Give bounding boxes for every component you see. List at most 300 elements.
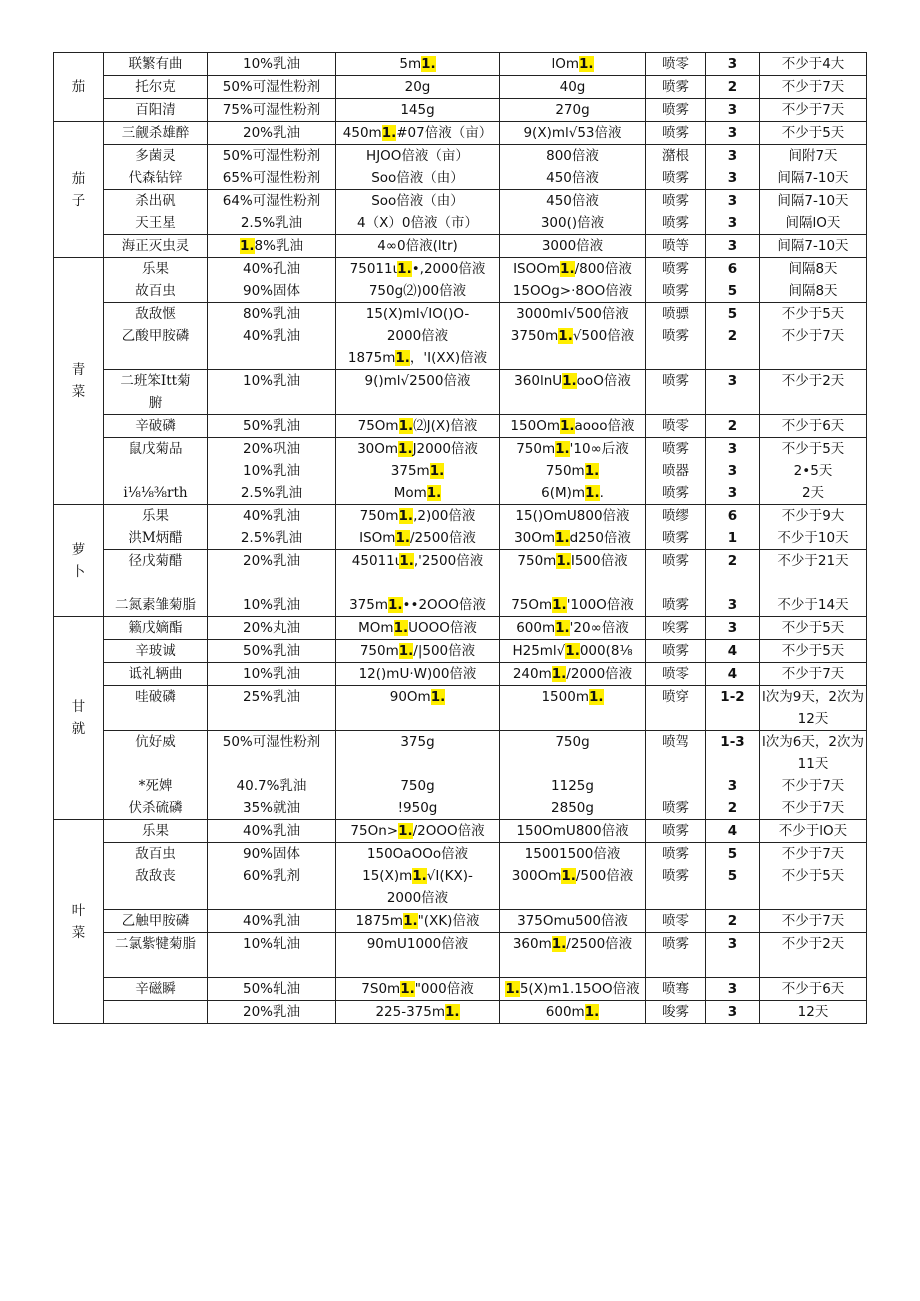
dosage-max [500, 53, 646, 76]
dosage-max-line: 360lnU1.ooO倍液 [514, 373, 631, 389]
application-method-line: 喷雾 [662, 936, 689, 952]
dosage-max-line: 75Om1.'100O倍液 [511, 597, 634, 613]
formulation-line: 1.8%乳油 [240, 238, 303, 254]
application-method-line: 喷雾 [662, 553, 689, 569]
table-row [54, 190, 867, 235]
formulation [208, 122, 336, 145]
safety-interval-line: 不少于6天 [781, 418, 845, 434]
application-method-line: 喷雾 [662, 868, 689, 884]
application-method [646, 550, 706, 617]
application-method [646, 978, 706, 1001]
pest-name-line: 二氮素雏菊脂 [115, 597, 196, 613]
application-method-line: 喷驾 [662, 734, 689, 750]
formulation-line: 40%乳油 [242, 913, 300, 929]
crop-name [54, 617, 104, 820]
dosage-max-line: 9(X)ml√53倍液 [523, 125, 622, 141]
formulation [208, 370, 336, 415]
safety-interval-line: 2•5天 [793, 463, 833, 479]
safety-interval-line: 不少于21天 [777, 553, 849, 569]
application-method [646, 438, 706, 505]
application-times-line: 4 [727, 823, 738, 839]
pest-name [104, 235, 208, 258]
crop-char: 萝 [71, 541, 86, 558]
safety-interval [760, 370, 867, 415]
formulation [208, 933, 336, 978]
application-times-line: 4 [727, 643, 738, 659]
application-times [706, 910, 760, 933]
pest-name [104, 843, 208, 910]
crop-name [54, 258, 104, 505]
formulation-line: 90%固体 [242, 283, 300, 299]
safety-interval-line: l次为6天，2次为 [762, 734, 864, 750]
safety-interval [760, 99, 867, 122]
application-times-line: 4 [727, 666, 738, 682]
application-method [646, 370, 706, 415]
crop-char: 菜 [71, 924, 86, 941]
application-times-line: 5 [727, 846, 738, 862]
pest-name [104, 438, 208, 505]
pest-name [104, 933, 208, 978]
blank-line [648, 887, 703, 909]
blank-line [106, 955, 205, 977]
formulation-line: 50%可湿性粉剂 [222, 734, 321, 750]
dosage-per-mu-line: !950g [397, 800, 438, 816]
dosage-per-mu [336, 978, 500, 1001]
pest-name-line: 敌敌惬 [135, 306, 176, 322]
dosage-max-line: 800倍液 [546, 148, 599, 164]
dosage-per-mu [336, 663, 500, 686]
pest-name [104, 910, 208, 933]
safety-interval-line: 间隔lO天 [785, 215, 841, 231]
pest-name-line: 乐果 [142, 261, 169, 277]
dosage-max-line: 750m1.I500倍液 [517, 553, 628, 569]
application-method-line: 喷零 [662, 418, 689, 434]
formulation-line: 2.5%乳油 [240, 215, 303, 231]
pest-name-line: 伏杀硫磷 [128, 800, 183, 816]
dosage-max-line [502, 753, 643, 775]
blank-line [502, 955, 643, 977]
pest-name-line: 腑 [148, 395, 163, 411]
formulation [208, 731, 336, 820]
application-times [706, 303, 760, 370]
blank-line [762, 955, 864, 977]
application-method-line [648, 775, 703, 797]
formulation [208, 910, 336, 933]
dosage-per-mu [336, 235, 500, 258]
blank-line [502, 347, 643, 369]
dosage-per-mu [336, 640, 500, 663]
pest-name-line: 哇破磷 [135, 689, 176, 705]
safety-interval [760, 190, 867, 235]
dosage-max-line: 15001500倍液 [524, 846, 621, 862]
safety-interval-line: 不少于5天 [781, 868, 845, 884]
safety-interval-line: 不少于7天 [781, 79, 845, 95]
application-method-line: 喷等 [662, 238, 689, 254]
dosage-per-mu [336, 303, 500, 370]
formulation [208, 820, 336, 843]
application-times [706, 640, 760, 663]
safety-interval [760, 978, 867, 1001]
formulation-line: 10%乳油 [242, 597, 300, 613]
pest-name-line: 天王星 [135, 215, 176, 231]
table-row [54, 145, 867, 190]
formulation-line: 90%固体 [242, 846, 300, 862]
formulation-line: 40%乳油 [242, 823, 300, 839]
pest-name [104, 370, 208, 415]
pest-name-line: 海正灭虫灵 [121, 238, 190, 254]
formulation [208, 640, 336, 663]
pest-name-line: 诋礼辆曲 [128, 666, 183, 682]
crop-char: 叶 [71, 902, 86, 919]
dosage-per-mu-line: 15(X)m1.√I(KX)- [362, 868, 473, 884]
safety-interval [760, 1001, 867, 1024]
table-row [54, 1001, 867, 1024]
pest-name [104, 663, 208, 686]
dosage-max [500, 438, 646, 505]
application-method-line [648, 753, 703, 775]
dosage-per-mu-line: 7S0m1."000倍液 [361, 981, 474, 997]
formulation [208, 550, 336, 617]
blank-line [338, 392, 497, 414]
application-method-line: 喷雾 [662, 441, 689, 457]
formulation-line: 10%乳油 [242, 56, 300, 72]
pest-name-line [106, 572, 205, 594]
pest-name-line: 托尔克 [135, 79, 176, 95]
blank-line [106, 347, 205, 369]
dosage-per-mu [336, 505, 500, 550]
safety-interval-line: 不少于2天 [781, 936, 845, 952]
dosage-per-mu [336, 731, 500, 820]
application-method-line: 喷雾 [662, 125, 689, 141]
dosage-max [500, 370, 646, 415]
application-times-line: 3 [727, 778, 738, 794]
application-times [706, 933, 760, 978]
dosage-max [500, 978, 646, 1001]
application-method [646, 145, 706, 190]
dosage-per-mu-line: 75On>1./2OOO倍液 [350, 823, 485, 839]
dosage-max [500, 617, 646, 640]
formulation-line: 10%乳油 [242, 373, 300, 389]
application-method-line: 喷雾 [662, 170, 689, 186]
formulation-line: 20%乳油 [242, 1004, 300, 1020]
application-method [646, 843, 706, 910]
crop-name [54, 820, 104, 1024]
pest-name-line: 径戊菊醋 [128, 553, 183, 569]
dosage-per-mu-line: 30Om1.J2000倍液 [357, 441, 478, 457]
application-times [706, 122, 760, 145]
pest-name-line: 籁戊嫡酯 [128, 620, 183, 636]
pest-name-line: 百阳清 [135, 102, 176, 118]
dosage-max [500, 910, 646, 933]
table-row [54, 843, 867, 910]
table-row [54, 258, 867, 303]
application-times-line: 3 [727, 125, 738, 141]
dosage-max-line [502, 572, 643, 594]
dosage-per-mu-line: 1875m1."(XK)倍液 [355, 913, 480, 929]
application-times-line: 2 [727, 800, 738, 816]
dosage-per-mu-line: 1875m1.，'I(XX)倍液 [347, 350, 488, 366]
pest-name-line: 辛玻诚 [135, 643, 176, 659]
blank-line [338, 955, 497, 977]
dosage-max-line: 15()OmU800倍液 [515, 508, 630, 524]
formulation-line: 2.5%乳油 [240, 530, 303, 546]
crop-char: 菜 [71, 384, 86, 400]
blank-line [106, 708, 205, 730]
application-method [646, 820, 706, 843]
pest-name [104, 731, 208, 820]
dosage-per-mu [336, 910, 500, 933]
formulation-line: 75%可湿性粉剂 [222, 102, 321, 118]
application-times-line: 3 [727, 597, 738, 613]
application-times-line: 2 [727, 328, 738, 344]
dosage-per-mu-line: 20g [404, 79, 431, 95]
dosage-max [500, 820, 646, 843]
formulation-line: 50%乳油 [242, 418, 300, 434]
dosage-per-mu-line: 2000倍液 [386, 890, 449, 906]
application-times-line: 2 [727, 79, 738, 95]
application-method [646, 53, 706, 76]
pest-name-line: 鼠戊菊品 [128, 441, 183, 457]
formulation [208, 843, 336, 910]
application-method [646, 76, 706, 99]
safety-interval-line: 不少于7天 [781, 846, 845, 862]
application-method-line: 喷缪 [662, 508, 689, 524]
table-row [54, 76, 867, 99]
safety-interval-line: 间隔8天 [788, 261, 838, 277]
formulation [208, 1001, 336, 1024]
dosage-max-line: 1125g [551, 778, 594, 794]
table-row [54, 505, 867, 550]
application-method [646, 686, 706, 731]
pest-name-line: 联繁有曲 [128, 56, 183, 72]
safety-interval-line: 不少于7天 [781, 328, 845, 344]
crop-char: 就 [71, 721, 86, 737]
dosage-max [500, 99, 646, 122]
dosage-per-mu-line [338, 572, 497, 594]
safety-interval-line: 2天 [801, 485, 825, 501]
crop-char: 茄 [71, 170, 86, 187]
dosage-per-mu-line: ISOm1./2500倍液 [359, 530, 476, 546]
application-method-line: 喷雾 [662, 79, 689, 95]
dosage-per-mu [336, 258, 500, 303]
application-times-line: 3 [727, 936, 738, 952]
application-method [646, 933, 706, 978]
safety-interval-line: 不少于5天 [781, 441, 845, 457]
application-times-line [708, 753, 757, 775]
table-row [54, 731, 867, 820]
safety-interval [760, 303, 867, 370]
crop-char: 子 [71, 192, 86, 209]
application-method-line: 喷雾 [662, 193, 689, 209]
formulation-line: 10%轧油 [242, 936, 300, 952]
safety-interval [760, 438, 867, 505]
application-times-line: 5 [727, 306, 738, 322]
crop-char: 青 [71, 362, 86, 378]
dosage-per-mu-line: 90mU1000倍液 [366, 936, 469, 952]
crop-name [54, 53, 104, 122]
table-row [54, 686, 867, 731]
pest-name [104, 686, 208, 731]
dosage-per-mu-line: 750m1.,2)00倍液 [359, 508, 476, 524]
dosage-max [500, 145, 646, 190]
formulation-line: 50%轧油 [242, 981, 300, 997]
dosage-per-mu [336, 550, 500, 617]
dosage-per-mu [336, 1001, 500, 1024]
formulation-line [210, 753, 333, 775]
application-method-line: 喷雾 [662, 597, 689, 613]
dosage-per-mu-line: 75Om1.⑵J(X)倍液 [357, 418, 478, 434]
dosage-max-line: 270g [555, 102, 590, 118]
blank-line [648, 708, 703, 730]
dosage-max [500, 550, 646, 617]
dosage-per-mu [336, 99, 500, 122]
pest-name-line: 三觎杀雄醉 [121, 125, 190, 141]
application-times-line: 3 [727, 485, 738, 501]
application-times [706, 663, 760, 686]
table-row [54, 663, 867, 686]
pest-name [104, 145, 208, 190]
application-times-line: 3 [727, 215, 738, 231]
pest-name-line: 二氯紫犍菊脂 [115, 936, 196, 952]
dosage-max-line: 30Om1.d250倍液 [514, 530, 631, 546]
application-method-line: 喷雾 [662, 530, 689, 546]
dosage-per-mu [336, 190, 500, 235]
application-method-line: 喷雾 [662, 485, 689, 501]
pest-name-line: 辛磁瞬 [135, 981, 176, 997]
formulation [208, 438, 336, 505]
dosage-per-mu [336, 145, 500, 190]
blank-line [210, 347, 333, 369]
application-method-line: 喷零 [662, 56, 689, 72]
formulation-line: 40%乳油 [242, 328, 300, 344]
application-times [706, 1001, 760, 1024]
dosage-max-line: 3000ml√500倍液 [516, 306, 629, 322]
dosage-per-mu [336, 415, 500, 438]
dosage-max [500, 303, 646, 370]
dosage-per-mu [336, 122, 500, 145]
formulation [208, 978, 336, 1001]
pest-name [104, 505, 208, 550]
dosage-per-mu-line: 12()mU·W)00倍液 [358, 666, 477, 682]
pest-name-line: 乙触甲胺磷 [121, 913, 190, 929]
formulation-line: 40%乳油 [242, 508, 300, 524]
blank-line [210, 887, 333, 909]
formulation-line: 20%乳油 [242, 125, 300, 141]
dosage-per-mu-line: 145g [400, 102, 435, 118]
application-method-line: 唆雾 [662, 1004, 689, 1020]
dosage-max-line: 2850g [551, 800, 594, 816]
application-method [646, 910, 706, 933]
pest-name [104, 303, 208, 370]
dosage-per-mu-line: 150OaOOo倍液 [366, 846, 469, 862]
dosage-per-mu-line: 375g [400, 734, 435, 750]
application-method-line: 喷雾 [662, 215, 689, 231]
pest-name [104, 617, 208, 640]
safety-interval-line: 不少于7天 [781, 102, 845, 118]
pesticide-table [53, 52, 867, 1024]
table-row [54, 617, 867, 640]
formulation-line: 60%乳剂 [242, 868, 300, 884]
dosage-per-mu [336, 933, 500, 978]
pest-name-line: i⅛⅛⅜rth [123, 485, 188, 501]
application-method-line: 喷雾 [662, 643, 689, 659]
pest-name-line [106, 460, 205, 482]
dosage-max [500, 415, 646, 438]
safety-interval-line: 12天 [797, 1004, 829, 1020]
safety-interval-line: 不少于4大 [781, 56, 845, 72]
table-row [54, 370, 867, 415]
application-times [706, 258, 760, 303]
dosage-per-mu-line: HJOO倍液（亩） [366, 148, 469, 164]
formulation-line: 64%可湿性粉剂 [222, 193, 321, 209]
dosage-per-mu-line: 2000倍液 [386, 328, 449, 344]
application-times-line: 3 [727, 373, 738, 389]
blank-line [338, 708, 497, 730]
dosage-max [500, 731, 646, 820]
application-times [706, 617, 760, 640]
application-times-line: 2 [727, 418, 738, 434]
pest-name-line: 敌百虫 [135, 846, 176, 862]
dosage-max [500, 190, 646, 235]
formulation-line: 50%可湿性粉剂 [222, 148, 321, 164]
pest-name-line: 辛破磷 [135, 418, 176, 434]
dosage-max-line: 450倍液 [546, 193, 599, 209]
application-times-line [708, 572, 757, 594]
application-times [706, 843, 760, 910]
dosage-per-mu [336, 76, 500, 99]
formulation-line: 25%乳油 [242, 689, 300, 705]
application-times [706, 190, 760, 235]
blank-line [762, 392, 864, 414]
application-method-line: 喷雾 [662, 283, 689, 299]
safety-interval [760, 235, 867, 258]
application-times-line: 3 [727, 170, 738, 186]
dosage-max-line: 750m1.'10∞后液 [516, 441, 629, 457]
dosage-max [500, 663, 646, 686]
safety-interval [760, 53, 867, 76]
pest-name-line: 乐果 [142, 508, 169, 524]
application-method-line: 喷骞 [662, 981, 689, 997]
dosage-max-line: 600m1. [545, 1004, 600, 1020]
application-method-line: 喷雾 [662, 102, 689, 118]
application-times-line: 3 [727, 102, 738, 118]
pest-name [104, 258, 208, 303]
table-row [54, 640, 867, 663]
safety-interval-line: 不少于5天 [781, 125, 845, 141]
safety-interval-line: 不少于5天 [781, 643, 845, 659]
pest-name-line: 伉好威 [135, 734, 176, 750]
dosage-max [500, 843, 646, 910]
dosage-max [500, 933, 646, 978]
pest-name-line: 洪M炳醋 [128, 530, 183, 546]
dosage-per-mu-line: Soo倍液（由） [371, 193, 464, 209]
pest-name-line: 二班笨Itt菊 [120, 373, 191, 389]
dosage-max-line: 150Om1.aooo倍液 [510, 418, 635, 434]
formulation-line: 35%就油 [242, 800, 300, 816]
dosage-per-mu-line: 9()ml√2500倍液 [364, 373, 471, 389]
dosage-max [500, 1001, 646, 1024]
formulation-line: 20%丸油 [242, 620, 300, 636]
safety-interval [760, 663, 867, 686]
safety-interval-line: 不少于9大 [781, 508, 845, 524]
dosage-per-mu-line: 4∞0倍液(ltr) [377, 238, 458, 254]
safety-interval [760, 843, 867, 910]
safety-interval [760, 122, 867, 145]
pest-name-line: 乐果 [142, 823, 169, 839]
dosage-max-line: 6(M)m1.. [541, 485, 604, 501]
application-times [706, 145, 760, 190]
pest-name [104, 978, 208, 1001]
